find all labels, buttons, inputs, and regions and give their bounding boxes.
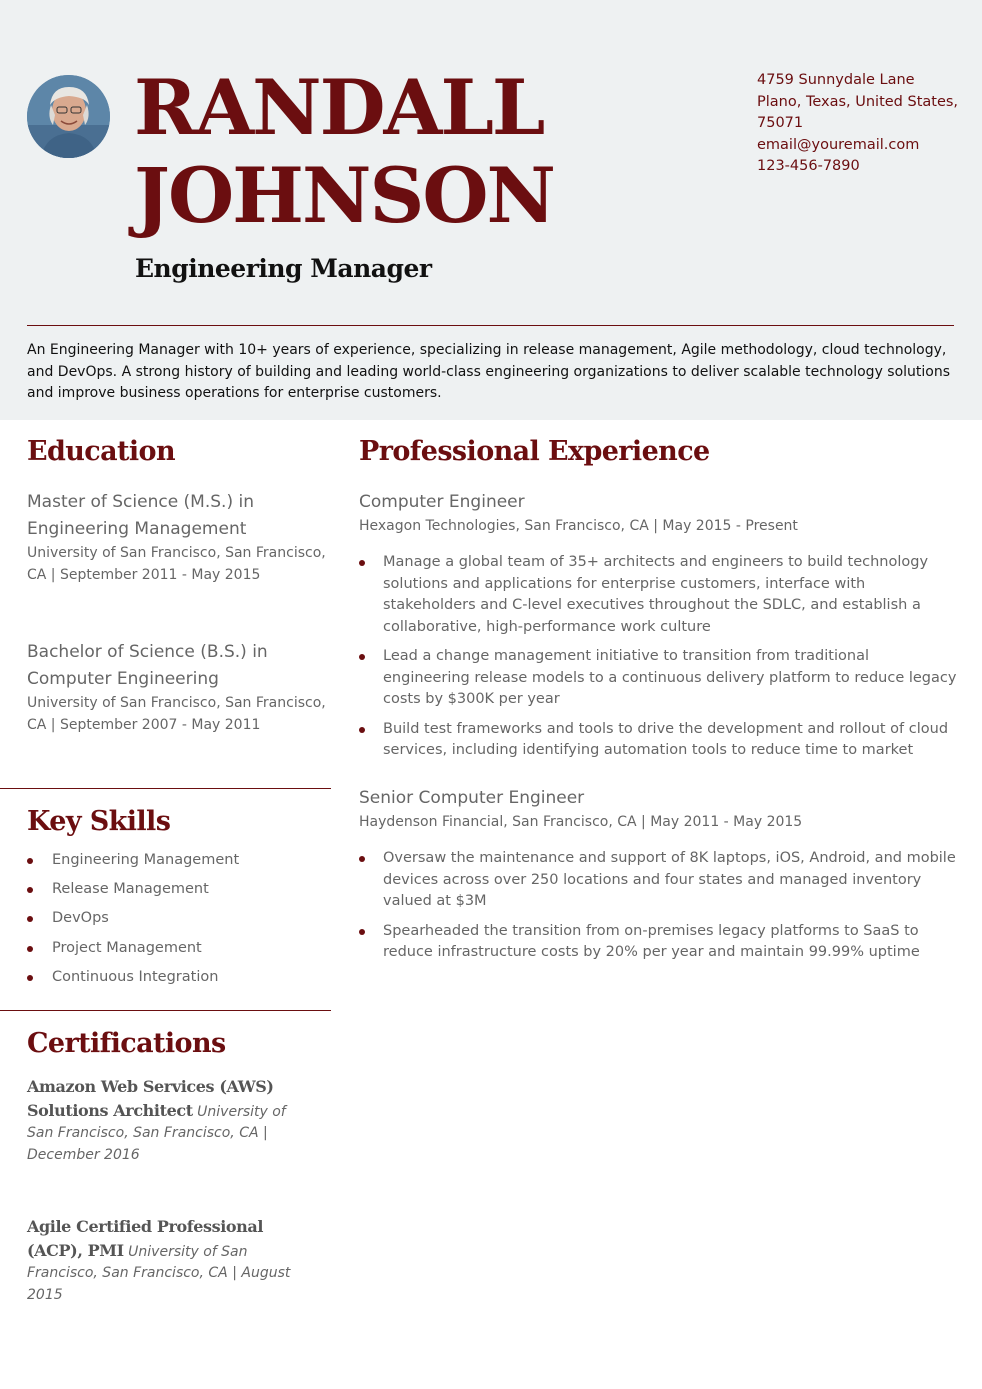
degree: Master of Science (M.S.) in Engineering Management (27, 492, 254, 539)
list-item: Lead a change management initiative to transition from traditional engineering release models to a continuous delivery platform to reduce legacy costs by $300K per year (359, 646, 959, 711)
degree: Bachelor of Science (B.S.) in Computer Engineering (27, 642, 268, 689)
contact-info (757, 70, 967, 178)
list-item: Spearheaded the transition from on-premises legacy platforms to SaaS to reduce infrastructure costs by 20% per year and maintain 99.99% uptime (359, 921, 959, 964)
certification-item (27, 1216, 297, 1307)
header-divider (27, 325, 954, 326)
email[interactable]: email@youremail.com (757, 136, 920, 153)
profile-photo (27, 75, 110, 158)
job-entry (359, 490, 959, 762)
job-bullets (359, 552, 959, 762)
list-item: Release Management (27, 879, 239, 908)
bullet-icon (27, 887, 33, 893)
last-name: JOHNSON (134, 151, 554, 240)
certification-name: Amazon Web Services (AWS) Solutions Architect (27, 1077, 274, 1120)
list-item: Continuous Integration (27, 967, 239, 996)
bullet-icon (27, 858, 33, 864)
bullet-icon (359, 654, 365, 660)
degree-meta: University of San Francisco, San Francisco, CA | September 2011 - May 2015 (27, 545, 326, 583)
job-bullets (359, 848, 959, 964)
phone[interactable]: 123-456-7890 (757, 158, 860, 174)
list-item: Engineering Management (27, 850, 239, 879)
skills-list (27, 850, 239, 996)
list-item: Build test frameworks and tools to drive the development and rollout of cloud services, including identifying automation tools to reduce time to market (359, 719, 959, 762)
job-entry-title: Senior Computer Engineer (359, 788, 585, 808)
bullet-icon (359, 727, 365, 733)
zip-code: 75071 (757, 115, 804, 131)
bullet-icon (359, 856, 365, 862)
full-name (134, 64, 554, 240)
skills-heading: Key Skills (27, 806, 171, 837)
list-item: Manage a global team of 35+ architects and engineers to build technology solutions and applications for enterprise customers, interface with stakeholders and C-level executives throughout the SDLC, and establish a collaborative, high-performance work culture (359, 552, 959, 638)
certification-name: Agile Certified Professional (ACP), PMI (27, 1217, 264, 1260)
certification-meta: University of San Francisco, San Francisco, CA | August 2015 (27, 1243, 291, 1304)
education-item (27, 489, 327, 586)
list-item: DevOps (27, 908, 239, 937)
education-item (27, 639, 327, 736)
section-divider (0, 1010, 331, 1011)
resume-header (0, 0, 982, 420)
person-icon (27, 75, 110, 158)
certifications-heading: Certifications (27, 1028, 226, 1059)
professional-summary: An Engineering Manager with 10+ years of experience, specializing in release management, Agile methodology, cloud technology, and DevOps. A strong history of building and leading world-class engineering organizations to deliver scalable technology solutions and improve business operations for enterprise customers. (27, 342, 951, 402)
section-divider (0, 788, 331, 789)
certification-meta: University of San Francisco, San Francisco, CA | December 2016 (27, 1103, 286, 1164)
bullet-icon (359, 560, 365, 566)
degree-meta: University of San Francisco, San Francisco, CA | September 2007 - May 2011 (27, 695, 326, 733)
bullet-icon (27, 975, 33, 981)
bullet-icon (27, 946, 33, 952)
certification-item (27, 1076, 297, 1167)
bullet-icon (27, 916, 33, 922)
list-item: Oversaw the maintenance and support of 8K laptops, iOS, Android, and mobile devices across over 250 locations and four states and managed inventory valued at $3M (359, 848, 959, 913)
experience-heading: Professional Experience (359, 436, 710, 467)
first-name: RANDALL (134, 63, 544, 152)
address-line-1: 4759 Sunnydale Lane (757, 72, 915, 88)
job-entry-title: Computer Engineer (359, 492, 525, 512)
job-entry-meta: Haydenson Financial, San Francisco, CA | May 2011 - May 2015 (359, 814, 803, 830)
job-entry (359, 786, 959, 964)
job-entry-meta: Hexagon Technologies, San Francisco, CA | May 2015 - Present (359, 518, 798, 534)
bullet-icon (359, 929, 365, 935)
education-heading: Education (27, 436, 175, 467)
address-line-2: Plano, Texas, United States, (757, 93, 959, 110)
job-title: Engineering Manager (135, 254, 432, 283)
list-item: Project Management (27, 938, 239, 967)
